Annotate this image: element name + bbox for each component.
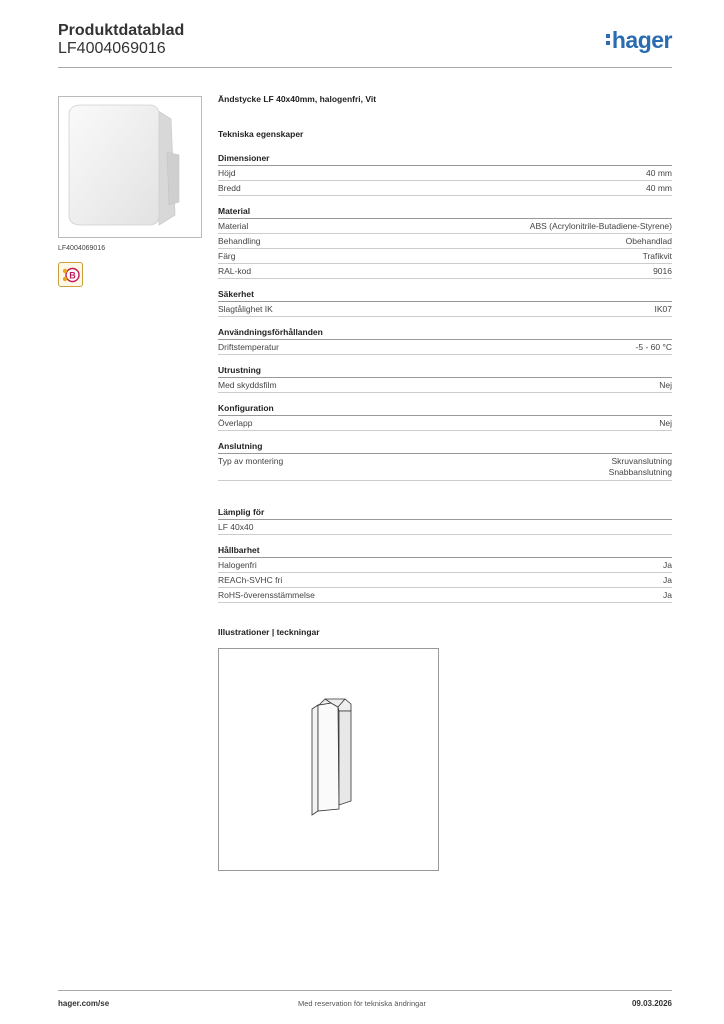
spec-label: Färg <box>218 251 236 261</box>
footer-divider <box>58 990 672 991</box>
spec-value: 40 mm <box>646 168 672 178</box>
photo-caption: LF4004069016 <box>58 245 106 252</box>
spec-row <box>218 378 672 393</box>
spec-value <box>609 456 672 478</box>
spec-label: Bredd <box>218 183 241 193</box>
spec-row <box>218 234 672 249</box>
section-suitable-for: Lämplig för <box>218 507 672 520</box>
spec-value: Ja <box>663 560 672 570</box>
product-photo <box>58 96 202 238</box>
spec-value: ABS (Acrylonitrile-Butadiene-Styrene) <box>529 221 672 231</box>
spec-row <box>218 181 672 196</box>
logo-text: hager <box>611 27 672 53</box>
product-specs <box>218 94 672 637</box>
spec-row <box>218 454 672 481</box>
spec-label: Halogenfri <box>218 560 257 570</box>
spec-row <box>218 249 672 264</box>
spec-value: Nej <box>659 380 672 390</box>
spec-row <box>218 416 672 431</box>
spec-label: Material <box>218 221 249 231</box>
tech-heading: Tekniska egenskaper <box>218 129 304 139</box>
spec-value-line: Snabbanslutning <box>608 467 672 477</box>
spec-label: Slagtålighet IK <box>218 304 273 314</box>
section-equipment: Utrustning <box>218 365 672 378</box>
spec-row <box>218 573 672 588</box>
spec-label: Behandling <box>218 236 261 246</box>
spec-label: Överlapp <box>218 418 253 428</box>
svg-text:B: B <box>69 270 76 281</box>
spec-value: Ja <box>663 575 672 585</box>
product-title: Ändstycke LF 40x40mm, halogenfri, Vit <box>218 94 377 104</box>
spec-value: IK07 <box>654 304 672 314</box>
technical-drawing <box>218 648 439 871</box>
spec-label: RAL-kod <box>218 266 252 276</box>
footer-disclaimer: Med reservation för tekniska ändringar <box>298 999 426 1008</box>
page-title: Produktdatablad <box>58 22 185 39</box>
spec-value: Nej <box>659 418 672 428</box>
spec-label: Med skyddsfilm <box>218 380 277 390</box>
section-usage: Användningsförhållanden <box>218 327 672 340</box>
footer-date: 09.03.2026 <box>631 999 672 1008</box>
spec-value: -5 - 60 °C <box>635 342 672 352</box>
halogen-free-badge-icon <box>58 262 83 287</box>
spec-label: Höjd <box>218 168 236 178</box>
spec-label: Driftstemperatur <box>218 342 279 352</box>
section-material: Material <box>218 206 672 219</box>
spec-value: 9016 <box>653 266 672 276</box>
spec-value: Obehandlad <box>625 236 672 246</box>
spec-label: LF 40x40 <box>218 522 254 532</box>
section-configuration: Konfiguration <box>218 403 672 416</box>
logo-dots-icon <box>606 33 610 47</box>
spec-value: 40 mm <box>646 183 672 193</box>
spec-row <box>218 340 672 355</box>
section-sustainability: Hållbarhet <box>218 545 672 558</box>
product-code: LF4004069016 <box>58 40 166 57</box>
spec-row <box>218 558 672 573</box>
illustrations-heading: Illustrationer | teckningar <box>218 627 320 637</box>
spec-row <box>218 264 672 279</box>
spec-label: REACh-SVHC fri <box>218 575 283 585</box>
spec-value-line: Skruvanslutning <box>611 456 672 466</box>
spec-row <box>218 588 672 603</box>
spec-value: Trafikvit <box>642 251 672 261</box>
spec-row <box>218 166 672 181</box>
hager-logo <box>606 27 672 54</box>
end-cap-drawing-icon <box>219 649 438 870</box>
footer-website: hager.com/se <box>58 999 110 1008</box>
spec-label: RoHS-överensstämmelse <box>218 590 315 600</box>
spec-row <box>218 302 672 317</box>
end-cap-photo-icon <box>59 97 201 237</box>
section-dimensions: Dimensioner <box>218 153 672 166</box>
header-divider <box>58 67 672 68</box>
spec-value: Ja <box>663 590 672 600</box>
spec-label: Typ av montering <box>218 456 284 466</box>
section-safety: Säkerhet <box>218 289 672 302</box>
spec-row <box>218 219 672 234</box>
spec-row <box>218 520 672 535</box>
section-connection: Anslutning <box>218 441 672 454</box>
